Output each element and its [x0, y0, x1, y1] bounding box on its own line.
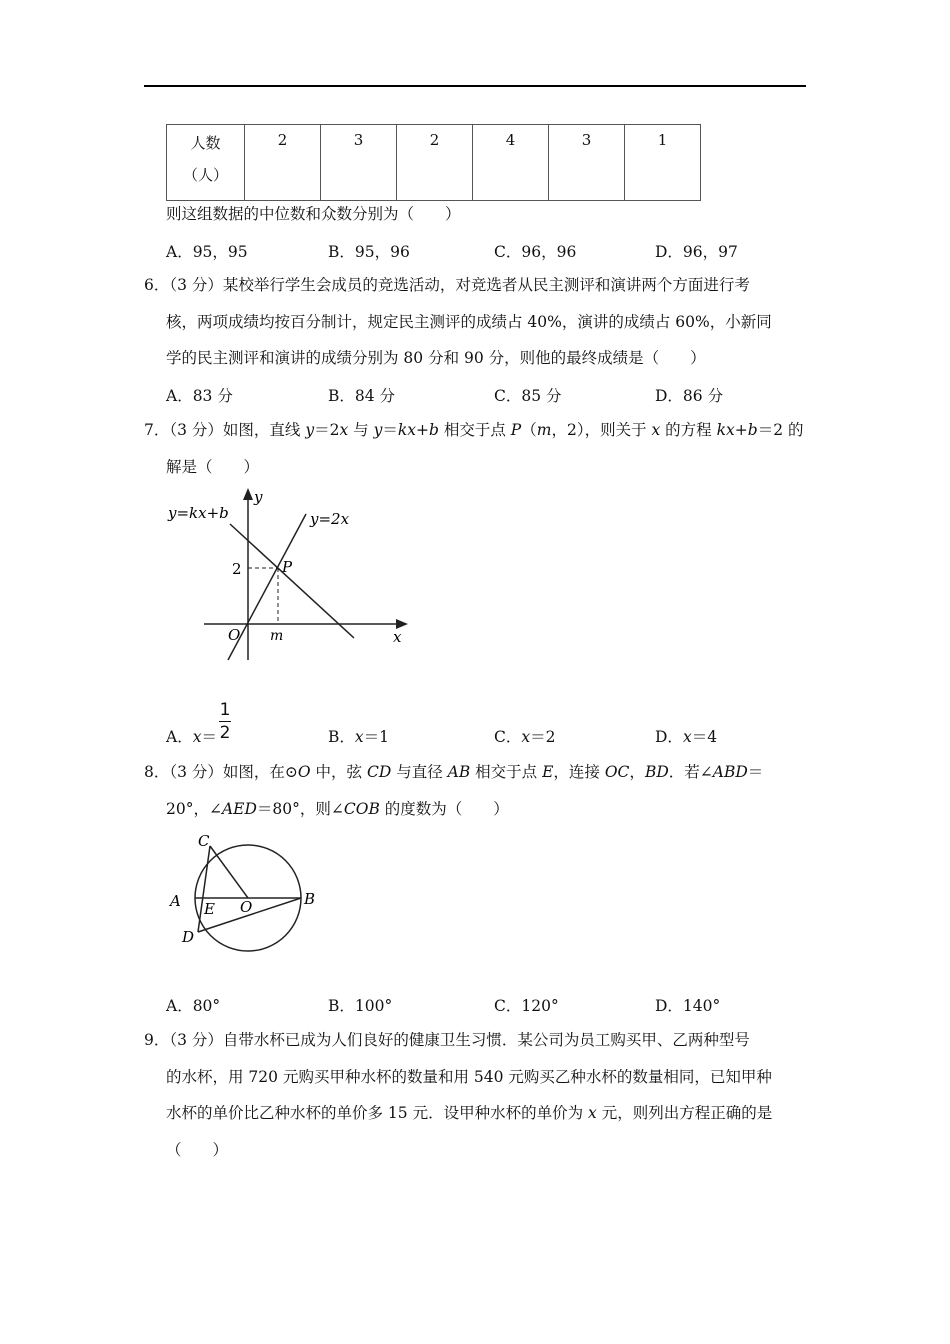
q8-var: AB — [447, 763, 471, 781]
q8-text: 与直径 — [391, 763, 448, 781]
q8-var: BD — [644, 763, 669, 781]
q5-question-text: 则这组数据的中位数和众数分别为（ ） — [166, 205, 461, 223]
table-row-header — [167, 125, 245, 201]
q7-var: kx — [716, 421, 735, 439]
chord-cd — [198, 846, 210, 932]
label-line-kx-b: y=kx+b — [168, 504, 229, 522]
q7-text: 7．（3 分）如图，直线 — [144, 421, 306, 439]
option-var: x — [354, 728, 364, 746]
option-rest: ＝1 — [363, 728, 390, 746]
row-header-line-2: （人） — [182, 166, 228, 184]
label-O: O — [240, 898, 253, 916]
label-m: m — [270, 628, 284, 644]
table-row — [167, 125, 701, 201]
q6-line-3: 学的民主测评和演讲的成绩分别为 80 分和 90 分，则他的最终成绩是（ ） — [166, 349, 706, 367]
q7-text: 的方程 — [660, 421, 717, 439]
option-prefix: B． — [328, 728, 355, 746]
q9-line-2: 的水杯，用 720 元购买甲种水杯的数量和用 540 元购买乙种水杯的数量相同，已知甲种 — [166, 1068, 772, 1086]
q8-text: ．若∠ — [668, 763, 713, 781]
q7-text: ＝ — [382, 421, 398, 439]
q8-text: 8．（3 分）如图，在⊙ — [144, 763, 298, 781]
q8-text: 中，弦 — [310, 763, 367, 781]
y-axis-arrow — [243, 488, 253, 500]
q7-text: ，2），则关于 — [551, 421, 652, 439]
label-C: C — [198, 832, 210, 850]
q5-option-d[interactable]: D．96，97 — [655, 243, 738, 261]
q6-option-b[interactable]: B．84 分 — [328, 387, 396, 405]
label-P: P — [282, 558, 293, 576]
q8-option-c[interactable]: C．120° — [494, 997, 559, 1015]
label-D: D — [182, 928, 195, 946]
q7-text: + — [734, 421, 748, 439]
header-rule — [144, 85, 806, 87]
q8-text: 20°，∠ — [166, 800, 222, 818]
q7-var: x — [339, 421, 349, 439]
q7-line-graph — [160, 480, 420, 670]
q7-var: b — [747, 421, 758, 439]
q5-option-c[interactable]: C．96，96 — [494, 243, 577, 261]
frequency-table — [166, 124, 701, 201]
q8-var: AED — [221, 800, 257, 818]
q9-line-4: （ ） — [166, 1141, 229, 1159]
q8-var: ABD — [712, 763, 748, 781]
q8-text: 的度数为（ ） — [379, 800, 509, 818]
q7-option-d[interactable] — [655, 725, 717, 747]
fraction-numerator: 1 — [219, 700, 231, 720]
q7-option-c[interactable] — [494, 725, 556, 747]
q8-text: ，连接 — [553, 763, 605, 781]
q9-line-1: 9．（3 分）自带水杯已成为人们良好的健康卫生习惯．某公司为员工购买甲、乙两种型号 — [144, 1031, 750, 1049]
row-header-line-1: 人数 — [190, 134, 221, 152]
option-var: x — [521, 728, 531, 746]
q7-text: ＝2 的 — [757, 421, 804, 439]
option-eq: ＝ — [201, 728, 217, 746]
q8-text: 相交于点 — [470, 763, 543, 781]
q8-text: ＝ — [747, 763, 764, 781]
q7-line-1 — [144, 420, 803, 440]
q6-option-d[interactable]: D．86 分 — [655, 387, 724, 405]
q7-option-b[interactable] — [328, 725, 389, 747]
fraction-bar — [219, 721, 231, 722]
fraction-denominator: 2 — [219, 723, 231, 743]
option-var: x — [192, 728, 202, 746]
label-A: A — [170, 892, 181, 910]
q8-var: E — [542, 763, 554, 781]
segment-oc — [210, 846, 248, 898]
q9-text: 元，则列出方程正确的是 — [596, 1104, 773, 1122]
q7-option-a[interactable] — [166, 725, 217, 747]
table-cell: 4 — [473, 125, 549, 201]
q7-var: y — [305, 421, 315, 439]
option-var: x — [682, 728, 692, 746]
q7-option-a-fraction — [219, 700, 231, 743]
q7-line-2: 解是（ ） — [166, 458, 260, 476]
table-cell: 2 — [397, 125, 473, 201]
q8-var: O — [297, 763, 311, 781]
q8-option-a[interactable]: A．80° — [166, 997, 221, 1015]
option-prefix: A． — [166, 728, 193, 746]
q9-text: 水杯的单价比乙种水杯的单价多 15 元．设甲种水杯的单价为 — [166, 1104, 589, 1122]
q7-var: b — [429, 421, 439, 439]
table-cell: 3 — [321, 125, 397, 201]
q8-option-d[interactable]: D．140° — [655, 997, 721, 1015]
q7-text: 与 — [348, 421, 374, 439]
table-cell: 1 — [625, 125, 701, 201]
option-rest: ＝4 — [691, 728, 718, 746]
q5-option-b[interactable]: B．95，96 — [328, 243, 410, 261]
q7-var: P — [510, 421, 522, 439]
q7-var: x — [651, 421, 661, 439]
option-prefix: C． — [494, 728, 522, 746]
q8-text: ， — [629, 763, 645, 781]
q7-var: kx — [397, 421, 416, 439]
q6-option-c[interactable]: C．85 分 — [494, 387, 562, 405]
q7-text: 相交于点 — [438, 421, 511, 439]
q8-var: CD — [366, 763, 392, 781]
q8-line-1 — [144, 762, 763, 782]
q7-var: y — [373, 421, 383, 439]
label-line-2x: y=2x — [310, 510, 350, 528]
q6-line-2: 核，两项成绩均按百分制计，规定民主测评的成绩占 40%，演讲的成绩占 60%，小新同 — [166, 313, 772, 331]
label-O: O — [228, 626, 241, 644]
q8-option-b[interactable]: B．100° — [328, 997, 393, 1015]
q8-line-2 — [166, 799, 509, 819]
label-x: x — [393, 628, 402, 646]
q6-option-a[interactable]: A．83 分 — [166, 387, 233, 405]
table-cell: 3 — [549, 125, 625, 201]
option-prefix: D． — [655, 728, 683, 746]
label-y: y — [254, 488, 263, 506]
table-cell: 2 — [245, 125, 321, 201]
label-2: 2 — [232, 560, 242, 578]
q7-text: （ — [521, 421, 537, 439]
q7-text: + — [416, 421, 429, 439]
label-E: E — [204, 900, 215, 918]
q8-text: ＝80°，则∠ — [256, 800, 344, 818]
q7-var: m — [536, 421, 552, 439]
q8-var: COB — [343, 800, 380, 818]
q8-circle-figure — [160, 826, 330, 956]
q5-option-a[interactable]: A．95，95 — [166, 243, 248, 261]
label-B: B — [304, 890, 316, 908]
option-rest: ＝2 — [530, 728, 556, 746]
q9-line-3 — [166, 1103, 772, 1123]
q6-line-1: 6．（3 分）某校举行学生会成员的竞选活动，对竞选者从民主测评和演讲两个方面进行考 — [144, 276, 750, 294]
q7-text: ＝2 — [314, 421, 340, 439]
q8-var: OC — [604, 763, 630, 781]
q9-var: x — [588, 1104, 597, 1122]
